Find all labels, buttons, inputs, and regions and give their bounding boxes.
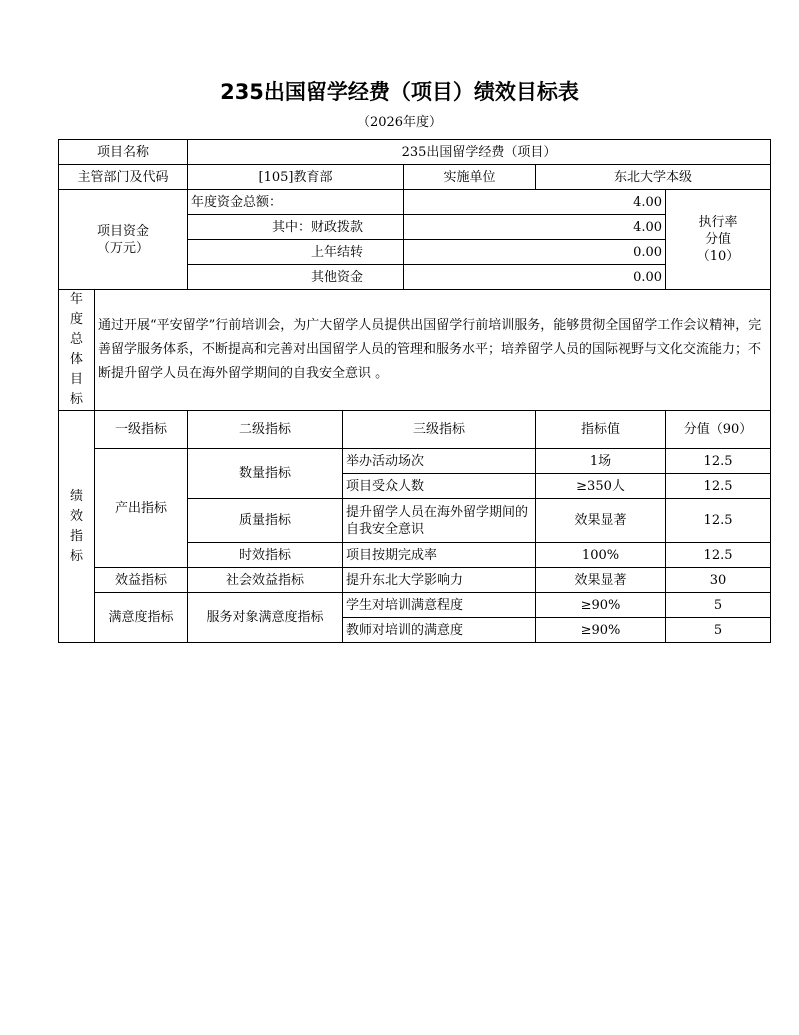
- header-level2: 二级指标: [188, 411, 343, 449]
- indicator-value: 1场: [536, 449, 666, 474]
- dept-label: 主管部门及代码: [59, 165, 188, 190]
- fund-label: 年度资金总额：: [188, 190, 404, 215]
- level2-service-satisfaction: 服务对象满意度指标: [188, 593, 343, 643]
- table-row: [59, 568, 771, 593]
- goal-text: 通过开展“平安留学”行前培训会，为广大留学人员提供出国留学行前培训服务，能够贯彻全国留学工作会议精神，完善留学服务体系，不断提高和完善对出国留学人员的管理和服务水平；培养留学人员的国际视野与文化交流能力；不断提升留学人员在海外留学期间的自我安全意识 。: [95, 290, 771, 411]
- level3: 学生对培训满意程度: [343, 593, 536, 618]
- project-name: 235出国留学经费（项目）: [188, 140, 771, 165]
- indicator-score: 12.5: [666, 499, 771, 543]
- level2-quality: 质量指标: [188, 499, 343, 543]
- project-name-label: 项目名称: [59, 140, 188, 165]
- indicator-value: ≥350人: [536, 474, 666, 499]
- indicator-score: 30: [666, 568, 771, 593]
- level3: 教师对培训的满意度: [343, 618, 536, 643]
- funds-label: [59, 190, 188, 290]
- header-level1: 一级指标: [95, 411, 188, 449]
- level3: 提升留学人员在海外留学期间的自我安全意识: [343, 499, 536, 543]
- indicator-value: ≥90%: [536, 593, 666, 618]
- fund-label: 上年结转: [188, 240, 404, 265]
- perf-label-char: 标: [69, 548, 83, 564]
- indicator-value: 100%: [536, 543, 666, 568]
- level3: 项目受众人数: [343, 474, 536, 499]
- indicator-value: 效果显著: [536, 568, 666, 593]
- impl-label: 实施单位: [404, 165, 536, 190]
- goal-label-char: 目: [69, 372, 83, 387]
- indicator-score: 5: [666, 618, 771, 643]
- level3: 项目按期完成率: [343, 543, 536, 568]
- indicator-score: 12.5: [666, 449, 771, 474]
- level3: 提升东北大学影响力: [343, 568, 536, 593]
- header-score: 分值（90）: [666, 411, 771, 449]
- level2-quantity: 数量指标: [188, 449, 343, 499]
- impl: 东北大学本级: [536, 165, 771, 190]
- perf-label-char: 绩: [69, 488, 83, 504]
- indicator-score: 12.5: [666, 543, 771, 568]
- perf-label-char: 指: [69, 528, 83, 544]
- goal-label-char: 体: [69, 352, 83, 367]
- table-row: [59, 190, 771, 215]
- level1-benefit: 效益指标: [95, 568, 188, 593]
- fund-value: 0.00: [404, 265, 666, 290]
- exec-rate-line: 分值: [705, 232, 732, 247]
- level2-timeliness: 时效指标: [188, 543, 343, 568]
- indicator-value: ≥90%: [536, 618, 666, 643]
- indicator-value: 效果显著: [536, 499, 666, 543]
- header-level3: 三级指标: [343, 411, 536, 449]
- goal-label-char: 总: [69, 332, 83, 347]
- fund-value: 0.00: [404, 240, 666, 265]
- header-value: 指标值: [536, 411, 666, 449]
- table-row: [59, 449, 771, 474]
- table-row: [59, 290, 771, 411]
- fund-label: 其他资金: [188, 265, 404, 290]
- table-row: [59, 593, 771, 618]
- level3: 举办活动场次: [343, 449, 536, 474]
- funds-unit: （万元）: [97, 240, 150, 256]
- fund-label: 其中：财政拨款: [188, 215, 404, 240]
- goal-label-char: 年: [69, 292, 83, 307]
- fund-value: 4.00: [404, 190, 666, 215]
- indicator-score: 5: [666, 593, 771, 618]
- funds-label-text: 项目资金: [97, 223, 150, 239]
- goal-label: [59, 290, 95, 411]
- dept: [105]教育部: [188, 165, 404, 190]
- goal-label-char: 度: [69, 312, 83, 327]
- perf-label: [59, 411, 95, 643]
- exec-rate: [666, 190, 771, 290]
- exec-rate-line: （10）: [696, 249, 740, 264]
- goal-label-char: 标: [69, 392, 83, 407]
- indicator-score: 12.5: [666, 474, 771, 499]
- level1-output: 产出指标: [95, 449, 188, 568]
- performance-table: [58, 139, 771, 643]
- table-row: [59, 411, 771, 449]
- page-title: 235出国留学经费（项目）绩效目标表: [220, 80, 579, 104]
- table-row: [59, 140, 771, 165]
- level2-social: 社会效益指标: [188, 568, 343, 593]
- year-subtitle: （2026年度）: [356, 115, 443, 130]
- fund-value: 4.00: [404, 215, 666, 240]
- exec-rate-line: 执行率: [698, 215, 738, 230]
- level1-satisfaction: 满意度指标: [95, 593, 188, 643]
- perf-label-char: 效: [69, 508, 83, 524]
- table-row: [59, 165, 771, 190]
